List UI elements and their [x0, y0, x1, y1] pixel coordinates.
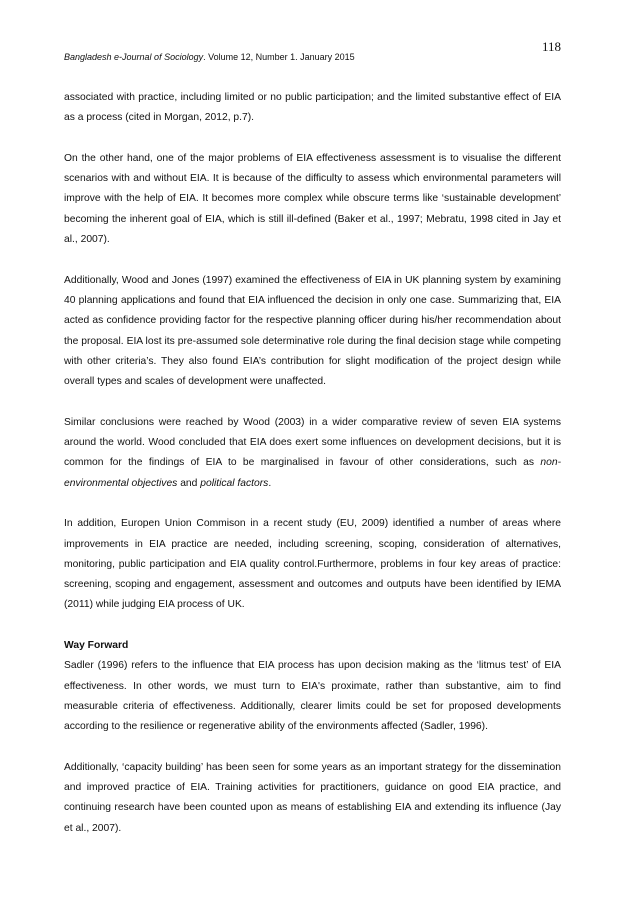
section-paragraph-1: Sadler (1996) refers to the influence that EIA process has upon decision making as the ‘litmus test’ of EIA effectiveness. In other words, we must turn to EIA's proximate, rather than substantive, aim to find measurable criteria of effectiveness. Additionally, clearer limits could be set for proposed developments according to the resilience or regenerative ability of the environments affected (Sadler, 1996).	[64, 660, 561, 733]
paragraph-1: associated with practice, including limited or no public participation; and the limited substantive effect of EIA as a process (cited in Morgan, 2012, p.7).	[64, 92, 561, 124]
paragraph-4-conjunction: and	[177, 477, 201, 489]
paragraph-4	[64, 413, 561, 494]
italic-phrase-objectives: non-environmental objectives	[64, 457, 561, 489]
page-number: 118	[541, 39, 561, 54]
journal-title: Bangladesh e-Journal of Sociology	[64, 52, 204, 62]
body-text	[64, 88, 561, 839]
journal-issue: . Volume 12, Number 1. January 2015	[203, 52, 355, 62]
paragraph-4-end: .	[268, 477, 272, 489]
italic-phrase-political: political factors	[200, 477, 269, 489]
paragraph-4-text: Similar conclusions were reached by Wood (2003) in a wider comparative review of seven EIA systems around the world. Wood concluded that EIA does exert some influences on development decisions, but it is common for the findings of EIA to be marginalised in favour of other considerations, such as	[64, 416, 561, 469]
paragraph-5: In addition, Europen Union Commison in a recent study (EU, 2009) identified a number of areas where improvements in EIA practice are needed, including screening, scoping, consideration of alternatives, monitoring, public participation and EIA quality control.Furthermore, problems in four key areas of practice: screening, scoping and engagement, assessment and outcomes and outputs have been identified by IEMA (2011) while judging EIA process of UK.	[64, 518, 561, 611]
paragraph-2: On the other hand, one of the major problems of EIA effectiveness assessment is to visualise the different scenarios with and without EIA. It is because of the difficulty to assess which environmental parameters will improve with the help of EIA. It becomes more complex while obscure terms like ‘sustainable development’ becoming the inherent goal of EIA, which is still ill-defined (Baker et al., 1997; Mebratu, 1998 cited in Jay et al., 2007).	[64, 152, 561, 246]
section-paragraph-2: Additionally, ‘capacity building’ has been seen for some years as an important strategy for the dissemination and improved practice of EIA. Training activities for practitioners, guidance on good EIA practice, and continuing research have been counted upon as means of establishing EIA and extending its influence (Jay et al., 2007).	[64, 761, 561, 834]
paragraph-3: Additionally, Wood and Jones (1997) examined the effectiveness of EIA in UK planning system by examining 40 planning applications and found that EIA influenced the decision in only one case. Summarizing that, EIA acted as confidence providing factor for the respective planning officer during his/her recommendation about the proposal. EIA lost its pre-assumed sole determinative role during the final decision stage while competing with other criteria’s. They also found EIA’s contribution for slight modification of the project design while overall types and scales of development were unaffected.	[64, 274, 561, 388]
section-heading: Way Forward	[64, 640, 129, 652]
running-header	[64, 52, 355, 62]
